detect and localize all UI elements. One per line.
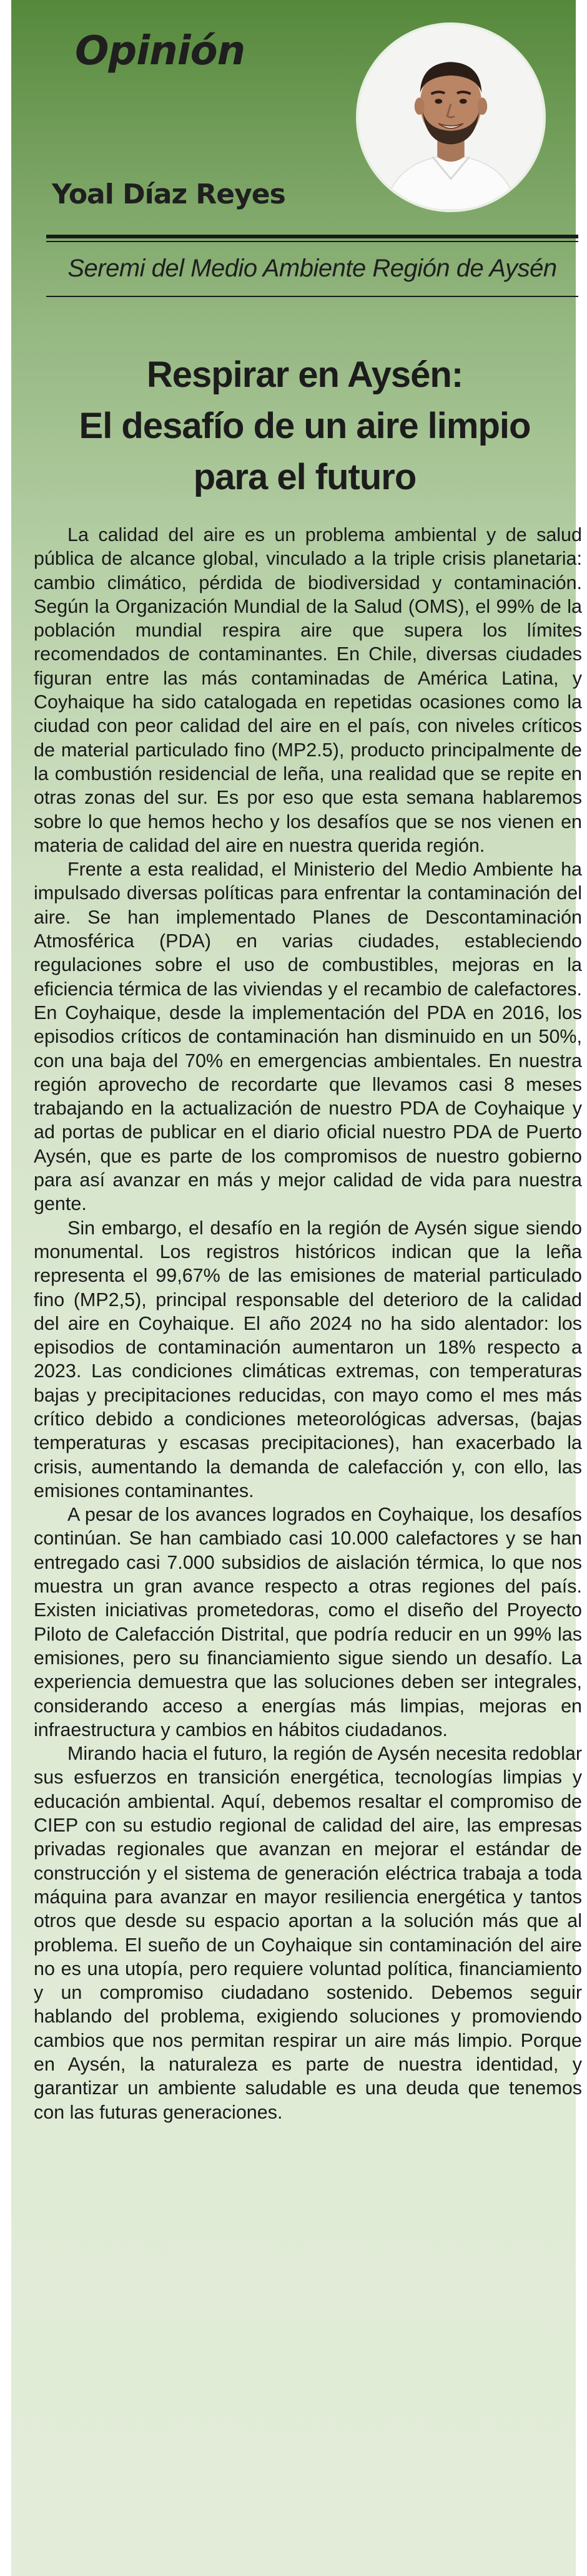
author-role: Seremi del Medio Ambiente Región de Aysén xyxy=(67,255,557,282)
article-paragraph: A pesar de los avances logrados en Coyhaique, los desafíos continúan. Se han cambiado casi 10.000 calefactores y se han entregado casi 7.000 subsidios de aislación térmica, lo que nos muestra un gran avance respecto a otras regiones del país. Existen iniciativas prometedoras, como el diseño del Proyecto Piloto de Calefacción Distrital, que podría reducir en un 99% las emisiones, pero su financiamiento sigue siendo un desafío. La experiencia demuestra que las soluciones deben ser integrales, considerando acceso a energías más limpias, mejoras en infraestructura y cambios en hábitos ciudadanos. xyxy=(34,1504,582,1740)
section-label: Opinión xyxy=(75,28,245,74)
article-paragraph: Sin embargo, el desafío en la región de Aysén sigue siendo monumental. Los registros históricos indican que la leña representa el 99,67% de las emisiones de material particulado fino (MP2,5), principal responsable del deterioro de la calidad del aire en Coyhaique. El año 2024 no ha sido alentador: los episodios de contaminación aumentaron un 18% respecto a 2023. Las condiciones climáticas extremas, con temperaturas bajas y precipitaciones reducidas, con mayo como el mes más crítico debido a condiciones meteorológicas adversas, (bajas temperaturas y escasas precipitaciones), han exacerbado la crisis, aumentando la demanda de calefacción y, con ello, las emisiones contaminantes. xyxy=(34,1217,582,1501)
article-paragraph: Mirando hacia el futuro, la región de Aysén necesita redoblar sus esfuerzos en transición energética, tecnologías limpias y educación ambiental. Aquí, debemos resaltar el compromiso de CIEP con su estudio regional de calidad del aire, las empresas privadas regionales que avanzan en mejorar el estándar de construcción y el sistema de generación eléctrica trabaja a toda máquina para avanzar en mayor resiliencia energética y tantos otros que desde su espacio aportan a la solución más que al problema. El sueño de un Coyhaique sin contaminación del aire no es una utopía, pero requiere voluntad política, financiamiento y un compromiso ciudadano sostenido. Debemos seguir hablando del problema, exigiendo soluciones y promoviendo cambios que nos permitan respirar un aire más limpio. Porque en Aysén, la naturaleza es parte de nuestra identidad, y garantizar un ambiente saludable es una deuda que tenemos con las futuras generaciones. xyxy=(34,1743,582,2123)
header-rule-thin xyxy=(46,241,578,242)
author-name: Yoal Díaz Reyes xyxy=(52,178,285,210)
header-rule-bottom xyxy=(46,296,578,297)
article-paragraph: Frente a esta realidad, el Ministerio del Medio Ambiente ha impulsado diversas políticas para enfrentar la contaminación del aire. Se han implementado Planes de Descontaminación Atmosférica (PDA) en varias ciudades, estableciendo regulaciones sobre el uso de combustibles, mejoras en la eficiencia térmica de las viviendas y el recambio de calefactores. En Coyhaique, desde la implementación del PDA en 2016, los episodios críticos de contaminación han disminuido en un 50%, con una baja del 70% en emergencias ambientales. En nuestra región aprovecho de recordarte que llevamos casi 8 meses trabajando en la actualización de nuestro PDA de Coyhaique y ad portas de publicar en el diario oficial nuestro PDA de Puerto Aysén, que es parte de los compromisos de nuestro gobierno para así avanzar en más y mejor calidad de vida para nuestra gente. xyxy=(34,859,582,1215)
headline xyxy=(36,349,573,503)
author-portrait-icon xyxy=(356,22,546,212)
article-body xyxy=(34,523,582,2124)
headline-line: para el futuro xyxy=(193,457,417,497)
headline-line: El desafío de un aire limpio xyxy=(79,406,531,446)
headline-line: Respirar en Aysén: xyxy=(146,354,463,395)
header-rule-thick xyxy=(46,235,578,238)
article-paragraph: La calidad del aire es un problema ambiental y de salud pública de alcance global, vinculado a la triple crisis planetaria: cambio climático, pérdida de biodiversidad y contaminación. Según la Organización Mundial de la Salud (OMS), el 99% de la población mundial respira aire que supera los límites recomendados de contaminantes. En Chile, diversas ciudades figuran entre las más contaminadas de América Latina, y Coyhaique ha sido catalogada en repetidas ocasiones como la ciudad con peor calidad del aire en el país, con niveles críticos de material particulado fino (MP2.5), producto principalmente de la combustión residencial de leña, una realidad que se repite en otras zonas del sur. Es por eso que esta semana hablaremos sobre lo que hemos hecho y los desafíos que se nos vienen en materia de calidad del aire en nuestra querida región. xyxy=(34,524,582,856)
opinion-column xyxy=(11,0,582,2576)
